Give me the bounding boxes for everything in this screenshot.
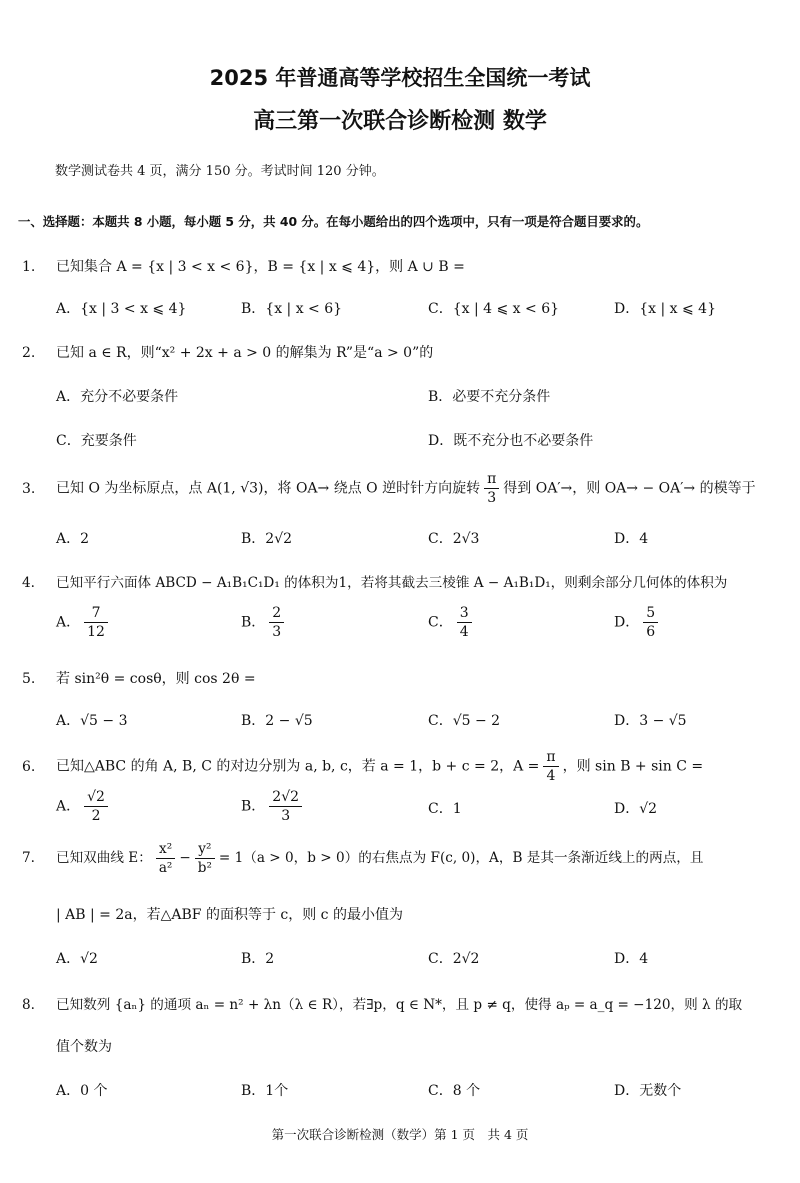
option-c: C．1 [428, 801, 462, 817]
question-4 [22, 572, 787, 594]
option-c: C． $\frac{3}{4}$ [428, 604, 476, 641]
question-7: 7. 已知双曲线 E： $\frac{\text{x²}}{\text{a²}}$ − $\frac{\text{y²}}{\text{b²}}$ = 1（a > 0，b > 0）的右焦点为 F(c, 0)，A，B 是其一条渐近线上的两点，且 [22, 841, 704, 876]
question-text-cont: 得到 OA′→，则 OA→ − OA′→ 的模等于 [503, 480, 756, 497]
exam-intro: 数学测试卷共 4 页，满分 150 分。考试时间 120 分钟。 [55, 164, 385, 179]
question-6 [22, 748, 787, 785]
question-text-line2: 值个数为 [56, 1039, 112, 1055]
option-d: D．3 − √5 [614, 713, 687, 729]
option-b: B．2 [241, 951, 275, 967]
option-a: A．√5 − 3 [56, 713, 128, 729]
option-d: D． $\frac{5}{6}$ [614, 604, 662, 641]
exam-title: 2025 年普通高等学校招生全国统一考试 [209, 66, 591, 90]
option-a: A．{x | 3 < x ⩽ 4} [56, 301, 187, 317]
option-d: D．4 [614, 951, 649, 967]
question-5 [22, 668, 787, 690]
question-number: 7. [22, 850, 35, 866]
question-number: 3. [22, 480, 36, 497]
question-1 [22, 256, 787, 278]
option-a: A． $\frac{7}{12}$ [56, 604, 112, 641]
question-text: 若 sin²θ = cosθ，则 cos 2θ = [56, 671, 256, 687]
option-c: C．8 个 [428, 1083, 481, 1099]
question-text: 已知 O 为坐标原点，点 A(1, √3)，将 OA→ 绕点 O 逆时针方向旋转 [56, 480, 481, 497]
question-text-cont: = 1（a > 0，b > 0）的右焦点为 F(c, 0)，A，B 是其一条渐近线上的两点，且 [218, 850, 704, 866]
question-text: 已知双曲线 E： [56, 850, 152, 866]
question-text: 已知数列 {aₙ} 的通项 aₙ = n² + λn（λ ∈ R），若∃p，q ∈ N*，且 p ≠ q，使得 aₚ = a_q = −120，则 λ 的取 [56, 997, 743, 1013]
option-b: B．2√2 [241, 531, 293, 547]
question-number: 8. [22, 997, 35, 1013]
question-text: 已知平行六面体 ABCD − A₁B₁C₁D₁ 的体积为1，若将其截去三棱锥 A − A₁B₁D₁，则剩余部分几何体的体积为 [56, 575, 728, 591]
fraction: $\frac{\pi}{3}$ [484, 470, 499, 507]
question-8 [22, 994, 787, 1016]
option-d: D．{x | x ⩽ 4} [614, 301, 716, 317]
question-text-line2: | AB | = 2a，若△ABF 的面积等于 c，则 c 的最小值为 [56, 907, 403, 923]
question-text: 已知集合 A = {x | 3 < x < 6}，B = {x | x ⩽ 4}，则 A ∪ B = [56, 259, 465, 275]
option-d: D．√2 [614, 801, 658, 817]
option-d: D．既不充分也不必要条件 [428, 433, 594, 449]
fraction-y: $\frac{\text{y²}}{\text{b²}}$ [195, 840, 215, 877]
question-2 [22, 342, 787, 364]
fraction-x: $\frac{\text{x²}}{\text{a²}}$ [156, 840, 176, 877]
option-a: A． $\frac{√2}{2}$ [56, 788, 112, 825]
question-number: 1. [22, 259, 36, 275]
question-text: 已知 a ∈ R，则“x² + 2x + a > 0 的解集为 R”是“a > 0”的 [56, 345, 434, 361]
option-b: B． $\frac{2}{3}$ [241, 604, 288, 641]
option-b: B．{x | x < 6} [241, 301, 343, 317]
option-c: C．√5 − 2 [428, 713, 501, 729]
option-c: C．2√3 [428, 531, 480, 547]
option-b: B．2 − √5 [241, 713, 313, 729]
question-text-cont: ，则 sin B + sin C = [562, 758, 704, 775]
option-d: D．无数个 [614, 1083, 682, 1099]
option-d: D．4 [614, 531, 649, 547]
question-number: 4. [22, 575, 35, 591]
option-a: A．充分不必要条件 [56, 389, 179, 405]
option-c: C．{x | 4 ⩽ x < 6} [428, 301, 560, 317]
fraction: $\frac{\pi}{4}$ [543, 748, 558, 785]
option-c: C．充要条件 [56, 433, 137, 449]
question-number: 5. [22, 671, 36, 687]
section-heading: 一、选择题：本题共 8 小题，每小题 5 分，共 40 分。在每小题给出的四个选项中，只有一项是符合题目要求的。 [18, 214, 649, 229]
page-footer: 第一次联合诊断检测（数学）第 1 页 共 4 页 [271, 1127, 529, 1142]
option-b: B． $\frac{2√2}{3}$ [241, 788, 306, 825]
question-3 [22, 470, 787, 507]
option-a: A．0 个 [56, 1083, 108, 1099]
question-text: 已知△ABC 的角 A, B, C 的对边分别为 a, b, c，若 a = 1，b + c = 2，A = [56, 758, 540, 775]
exam-subtitle: 高三第一次联合诊断检测 数学 [253, 109, 547, 134]
option-c: C．2√2 [428, 951, 480, 967]
option-a: A．√2 [56, 951, 98, 967]
question-number: 6. [22, 758, 36, 775]
option-b: B．必要不充分条件 [428, 389, 551, 405]
question-number: 2. [22, 345, 36, 361]
option-a: A．2 [56, 531, 90, 547]
option-b: B．1个 [241, 1083, 289, 1099]
